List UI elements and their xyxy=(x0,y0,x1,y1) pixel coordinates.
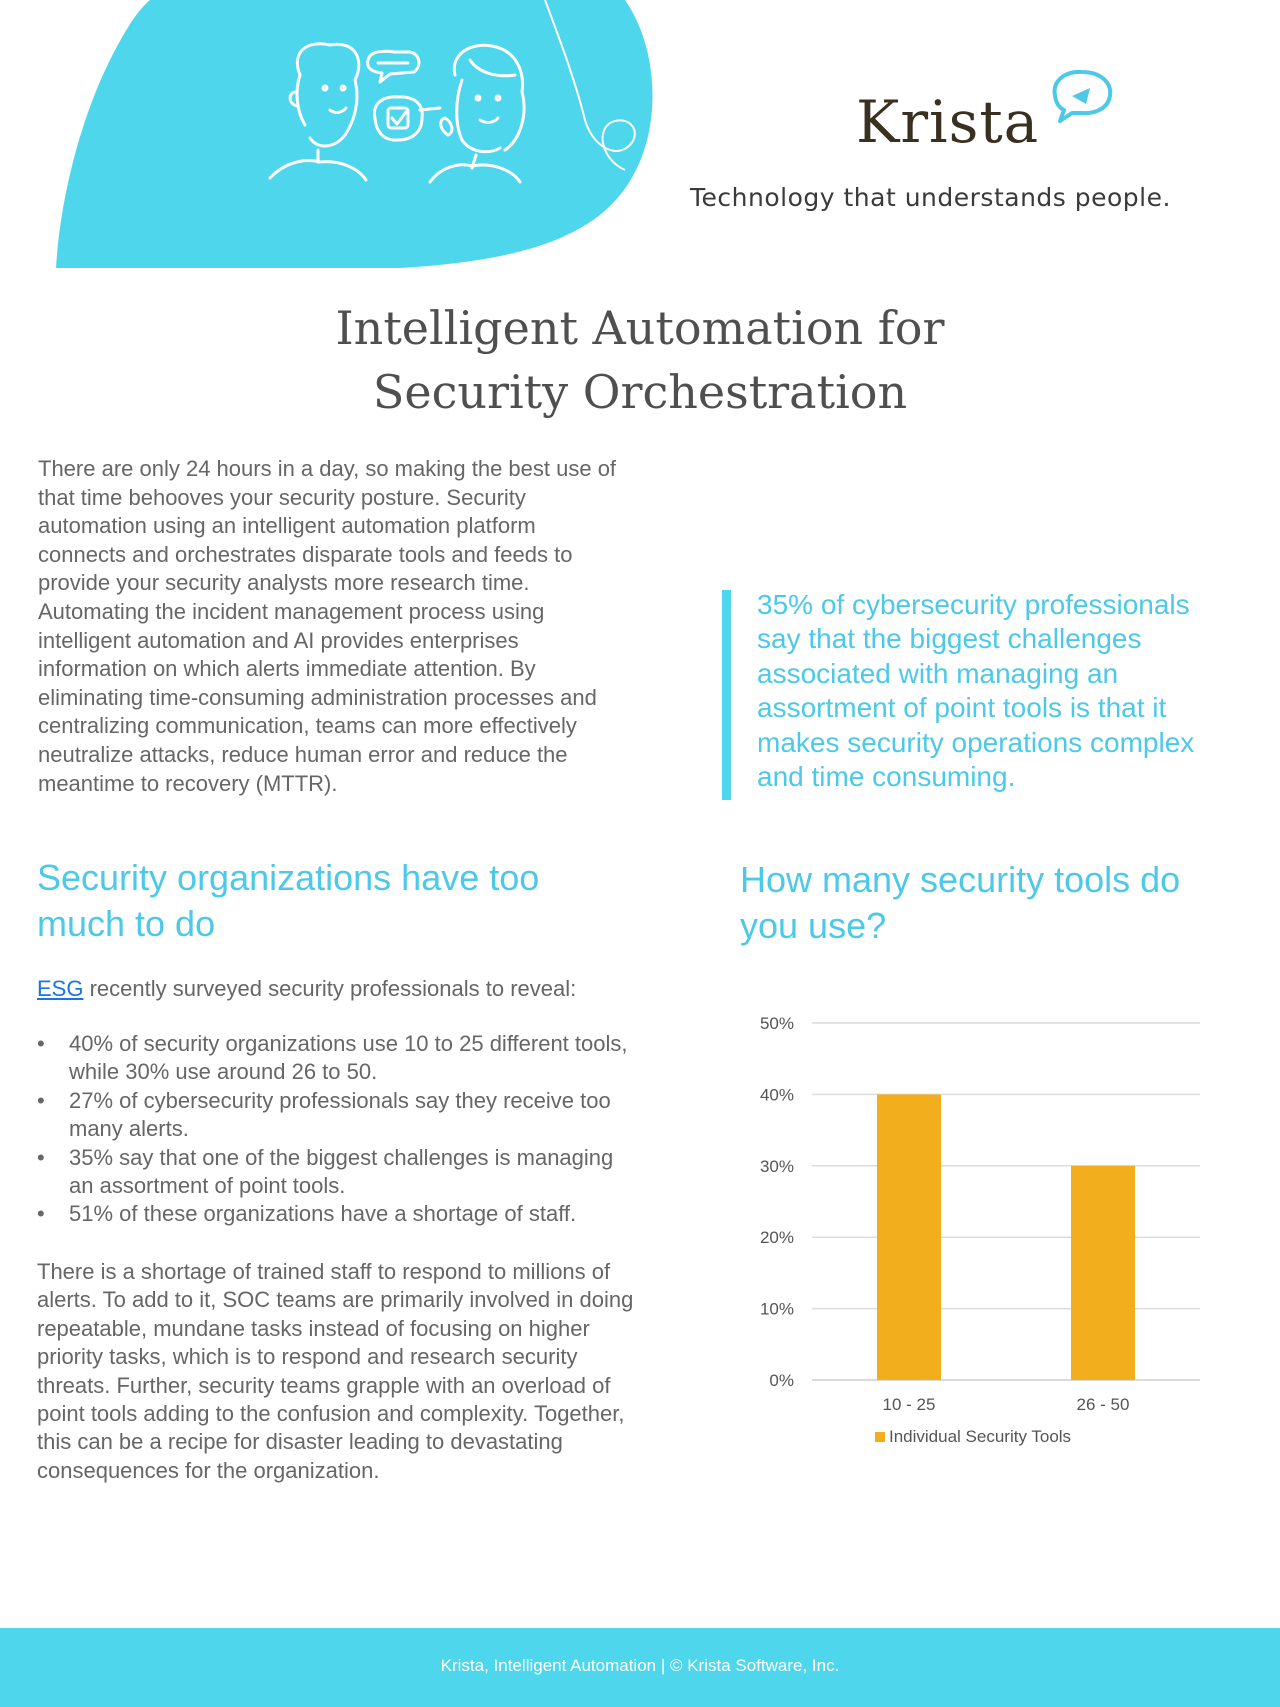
pull-quote: 35% of cybersecurity professionals say that the biggest challenges associated with managing an assortment of point tools is that it makes security operations complex and time consuming. xyxy=(757,589,1195,793)
chart-heading: How many security tools do you use? xyxy=(740,859,1181,946)
esg-intro-line xyxy=(37,975,637,1003)
chat-bubble-logo-icon xyxy=(1040,66,1120,126)
footer-text: Krista, Intelligent Automation | © Krista Software, Inc. xyxy=(440,1656,840,1675)
y-tick-label: 20% xyxy=(759,1228,794,1248)
y-tick-label: 30% xyxy=(759,1156,794,1176)
x-tick-label: 26 - 50 xyxy=(1076,1395,1130,1414)
bullet-item xyxy=(37,1144,637,1201)
esg-intro-text: recently surveyed security professionals to reveal: xyxy=(83,976,577,1001)
closing-paragraph: There is a shortage of trained staff to respond to millions of alerts. To add to it, SOC teams are primarily involved in doing repeatable, mundane tasks instead of focusing on higher priority tasks, which is to respond and research security threats. Further, security teams grapple with an overload of point tools adding to the confusion and complexity. Together, this can be a recipe for disaster leading to devastating consequences for the organization. xyxy=(37,1259,634,1483)
bullet-item xyxy=(37,1030,637,1087)
bullet-symbol: • xyxy=(37,1144,45,1170)
bullet-text: 51% of these organizations have a shortage of staff. xyxy=(69,1201,577,1227)
krista-logo-text: Krista xyxy=(856,88,1040,156)
bullet-symbol: • xyxy=(37,1031,45,1056)
bullet-text: 27% of cybersecurity professionals say they receive too many alerts. xyxy=(69,1087,611,1142)
bullet-item xyxy=(37,1200,637,1228)
intro-paragraph: There are only 24 hours in a day, so making the best use of that time behooves your security posture. Security automation using an intelligent automation platform connects and orchestrates disparate tools and feeds to provide your security analysts more research time. Automating the incident management process using intelligent automation and AI provides enterprises information on which alerts immediate attention. By eliminating time-consuming administration processes and centralizing communication, teams can more effectively neutralize attacks, reduce human error and reduce the meantime to recovery (MTTR). xyxy=(38,456,617,796)
esg-link[interactable]: ESG xyxy=(37,976,84,1001)
security-tools-bar-chart xyxy=(740,1000,1210,1480)
section-heading: Security organizations have too much to do xyxy=(37,857,540,944)
people-talking-illustration xyxy=(0,0,700,280)
bullet-symbol: • xyxy=(37,1087,45,1113)
stats-bullet-list xyxy=(37,1030,637,1229)
bullet-text: 40% of security organizations use 10 to 25 different tools, while 30% use around 26 to 50. xyxy=(69,1031,628,1085)
bar xyxy=(1071,1166,1135,1380)
document-title xyxy=(0,296,1280,424)
title-line-2: Security Orchestration xyxy=(372,365,908,419)
y-tick-label: 50% xyxy=(759,1014,794,1033)
legend-swatch xyxy=(875,1432,885,1442)
title-line-1: Intelligent Automation for xyxy=(335,301,945,355)
bullet-symbol: • xyxy=(37,1201,45,1227)
bar xyxy=(877,1094,941,1380)
legend-label: Individual Security Tools xyxy=(889,1427,1072,1446)
brand-tagline: Technology that understands people. xyxy=(690,183,1171,212)
pull-quote-bar xyxy=(722,590,731,800)
y-tick-label: 0% xyxy=(769,1371,794,1390)
x-tick-label: 10 - 25 xyxy=(882,1395,936,1414)
y-tick-label: 40% xyxy=(759,1085,794,1105)
y-tick-label: 10% xyxy=(759,1299,794,1319)
bullet-item xyxy=(37,1087,637,1144)
bullet-text: 35% say that one of the biggest challenges is managing an assortment of point tools. xyxy=(69,1144,614,1199)
